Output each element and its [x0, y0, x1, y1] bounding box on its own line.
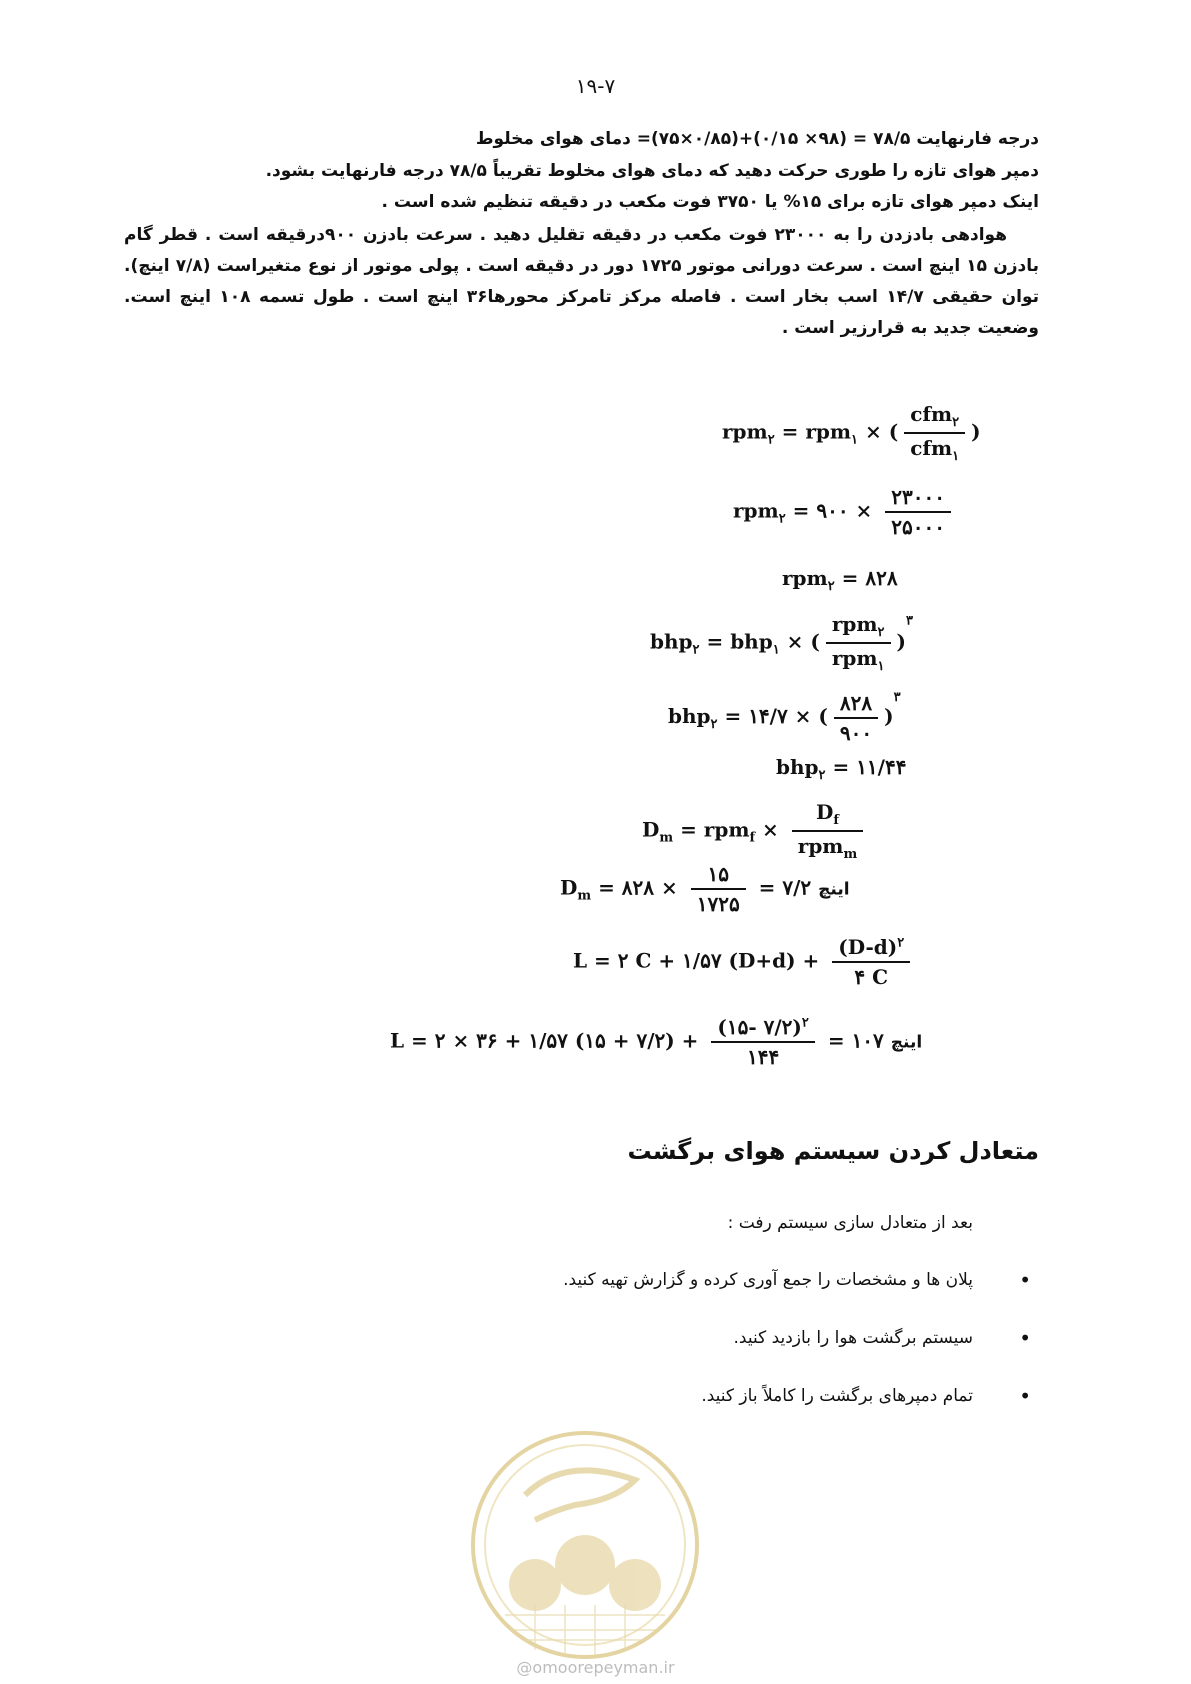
- equation-rpm-result: rpm$_۲$ = ۸۲۸: [782, 566, 898, 594]
- equation-bhp-values: bhp$_۲$ = ۱۴/۷ × ( $\frac{۸۲۸}{۹۰۰}$ )$^۳$: [668, 690, 901, 745]
- equation-diameter-formula: $D_m = rpm_f$ × $\frac{D_f}{rpm_m}$: [642, 800, 869, 862]
- equation-bhp-result: bhp$_۲$ = ۱۱/۴۴: [776, 755, 907, 783]
- page-number: ۱۹-۷: [575, 74, 616, 98]
- watermark-url: @omoorepeyman.ir: [516, 1658, 675, 1677]
- bullet-marker: •: [1019, 1384, 1031, 1408]
- paragraph-mixed-air-temp: درجه فارنهایت ۷۸/۵ = (۹۸× ۰/۱۵)+(۰/۸۵×۷۵)= دمای هوای مخلوط: [475, 129, 1039, 149]
- section-heading: متعادل کردن سیستم هوای برگشت: [627, 1137, 1039, 1165]
- bullet-item: سیستم برگشت هوا را بازدید کنید.: [733, 1328, 973, 1348]
- equation-bhp-ratio: bhp$_۲$ = bhp$_۱$ × ( $\frac{rpm_۲}{rpm_۱}$ )$^۳$: [650, 612, 913, 674]
- equation-diameter-values: $D_m$ = ۸۲۸ × $\frac{۱۵}{۱۷۲۵}$ = ۷/۲ اینچ: [560, 862, 850, 916]
- equation-belt-length-formula: L = ۲ C + ۱/۵۷ (D+d) + $\frac{(D-d)^۲}{۴ C}$: [573, 935, 916, 989]
- bullet-item: پلان ها و مشخصات را جمع آوری کرده و گزارش تهیه کنید.: [563, 1270, 973, 1290]
- paragraph-damper-set: اینک دمپر هوای تازه برای ۱۵% یا ۳۷۵۰ فوت مکعب در دقیقه تنظیم شده است .: [381, 192, 1039, 212]
- equation-rpm-ratio: rpm$_۲$ = rpm$_۱$ × ( $\frac{cfm_۲}{cfm_۱}$ ): [722, 402, 981, 464]
- watermark-logo: [465, 1425, 705, 1665]
- equation-rpm-values: rpm$_۲$ = ۹۰۰ × $\frac{۲۳۰۰۰}{۲۵۰۰۰}$: [733, 485, 957, 539]
- paragraph-damper-adjust: دمپر هوای تازه را طوری حرکت دهید که دمای هوای مخلوط تقریباً ۷۸/۵ درجه فارنهایت بشود.: [265, 161, 1039, 181]
- equation-belt-length-values: L = ۲ × ۳۶ + ۱/۵۷ (۱۵ + ۷/۲) + $\frac{(۱۵- ۷/۲)^۲}{۱۴۴}$ = ۱۰۷ اینچ: [390, 1015, 923, 1069]
- bullet-item: تمام دمپرهای برگشت را کاملاً باز کنید.: [701, 1386, 973, 1406]
- paragraph-fan-data: هوادهی بادزدن را به ۲۳۰۰۰ فوت مکعب در دقیقه تقلیل دهید . سرعت بادزن ۹۰۰درقیقه است . قطر گام بادزن ۱۵ اینچ است . سرعت دورانی موتور ۱۷۲۵ دور در دقیقه است . پولی موتور از نوع متغیراست (۷/۸ اینچ). توان حقیقی ۱۴/۷ اسب بخار است . فاصله مرکز تامرکز محورها۳۶ اینچ است . طول تسمه ۱۰۸ اینچ است. وضعیت جدید به قرارزیر است .: [124, 225, 1039, 338]
- bullet-marker: •: [1019, 1268, 1031, 1292]
- section-lead: بعد از متعادل سازی سیستم رفت :: [727, 1213, 973, 1233]
- bullet-marker: •: [1019, 1326, 1031, 1350]
